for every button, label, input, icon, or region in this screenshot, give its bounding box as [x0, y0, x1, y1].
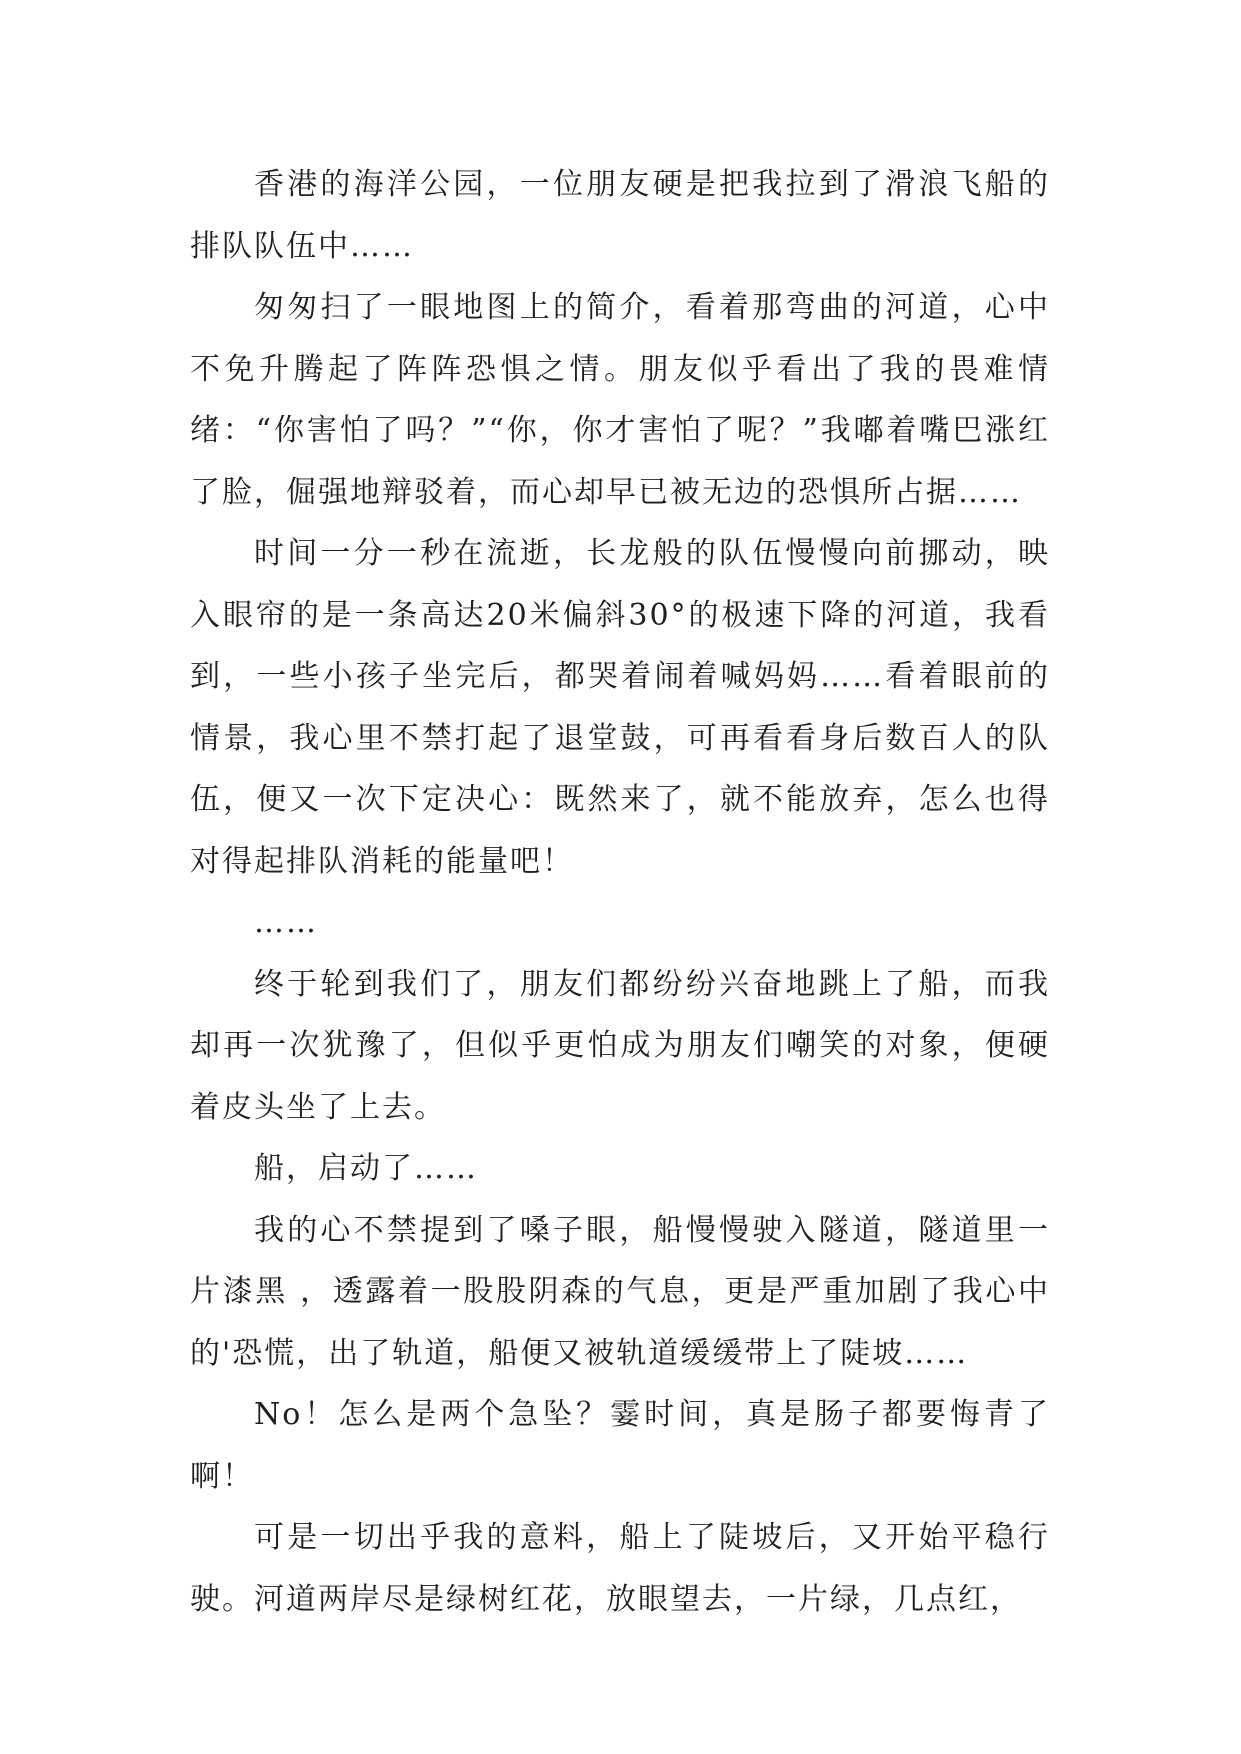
- paragraph: 船，启动了……: [254, 1151, 478, 1186]
- document-page: [190, 154, 1050, 1630]
- paragraph: No！怎么是两个急坠？霎时间，真是肠子都要悔青了啊！: [190, 1397, 1050, 1494]
- paragraph: ……: [254, 905, 318, 940]
- paragraph: 终于轮到我们了，朋友们都纷纷兴奋地跳上了船，而我却再一次犹豫了，但似乎更怕成为朋友们嘲笑的对象，便硬着皮头坐了上去。: [190, 966, 1050, 1125]
- paragraph: 匆匆扫了一眼地图上的简介，看着那弯曲的河道，心中不免升腾起了阵阵恐惧之情。朋友似乎看出了我的畏难情绪：“你害怕了吗？”“你，你才害怕了呢？”我嘟着嘴巴涨红了脸，倔强地辩驳着，而心却早已被无边的恐惧所占据……: [190, 290, 1050, 510]
- paragraph: 可是一切出乎我的意料，船上了陡坡后，又开始平稳行驶。河道两岸尽是绿树红花，放眼望去，一片绿，几点红，: [190, 1520, 1050, 1617]
- paragraph: 时间一分一秒在流逝，长龙般的队伍慢慢向前挪动，映入眼帘的是一条高达20米偏斜30°的极速下降的河道，我看到，一些小孩子坐完后，都哭着闹着喊妈妈……看着眼前的情景，我心里不禁打起了退堂鼓，可再看看身后数百人的队伍，便又一次下定决心：既然来了，就不能放弃，怎么也得对得起排队消耗的能量吧！: [190, 536, 1050, 879]
- paragraph: 我的心不禁提到了嗓子眼，船慢慢驶入隧道，隧道里一片漆黑 ，透露着一股股阴森的气息，更是严重加剧了我心中的'恐慌，出了轨道，船便又被轨道缓缓带上了陡坡……: [190, 1212, 1050, 1371]
- paragraph: 香港的海洋公园，一位朋友硬是把我拉到了滑浪飞船的排队队伍中……: [190, 167, 1050, 264]
